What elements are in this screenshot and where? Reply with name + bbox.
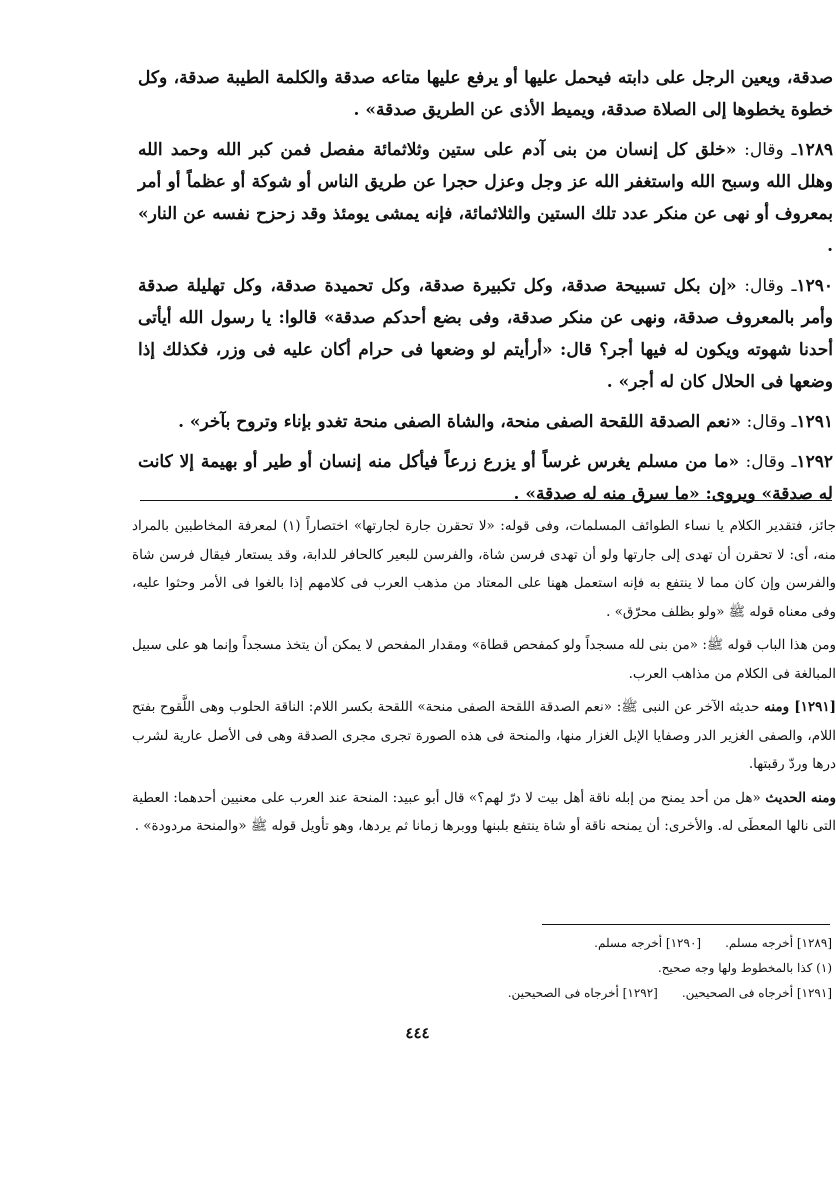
commentary-paragraph	[132, 631, 836, 688]
footnote-line	[340, 981, 832, 1006]
hadith-number: ١٢٩٠	[796, 276, 833, 296]
footnote-line	[340, 956, 832, 981]
hadith-1290	[138, 270, 833, 398]
commentary-text: حديثه الآخر عن النبى ﷺ: «نعم الصدقة اللقحة الصفى منحة» اللقحة بكسر اللام: الناقة الحلوب وهى اللَّقوح بفتح اللام، والصفى الغزير الدر وصفايا الإبل الغزار منها، والمنحة فى هذه الصورة تجرى مجرى الصدقة وهى فى الأصل عارية لشرب درها وردّ رقبتها.	[132, 699, 836, 772]
commentary-text: «هل من أحد يمنح من إبله ناقة أهل بيت لا درّ لهم؟» قال أبو عبيد: المنحة عند العرب على معنيين أحدهما: العطية التى نالها المعطَى له. والأخرى: أن يمنحه ناقة أو شاة ينتفع بلبنها ووبرها زمانا ثم يردها، وهو تأويل قوله ﷺ «والمنحة مردودة» .	[132, 789, 836, 834]
hadith-body	[138, 62, 833, 518]
footnote-divider	[542, 924, 830, 925]
commentary-lead: ومنه الحديث	[765, 789, 836, 806]
footnote-entry: [١٢٨٩] أخرجه مسلم.	[725, 936, 832, 950]
commentary-text: ومن هذا الباب قوله ﷺ: «من بنى لله مسجداً ولو كمفحص قطاة» ومقدار المفحص لا يمكن أن يتخذ مسجداً وإنما هو على سبيل المبالغة فى الكلام من مذاهب العرب.	[132, 637, 836, 682]
hadith-number: ١٢٩٢	[796, 452, 833, 472]
footnotes	[340, 931, 832, 1006]
hadith-text: «ما من مسلم يغرس غرساً أو يزرع زرعاً فيأكل منه إنسان أو طير أو بهيمة إلا كانت له صدقة» ويروى: «ما سرق منه له صدقة» .	[138, 452, 833, 504]
footnote-entry: (١) كذا بالمخطوط ولها وجه صحيح.	[657, 961, 832, 975]
hadith-1289	[138, 134, 833, 262]
hadith-continuation	[138, 62, 833, 126]
footnote-line	[340, 931, 832, 956]
section-divider	[140, 500, 832, 501]
commentary-section	[132, 512, 836, 846]
commentary-text: جائز، فتقدير الكلام يا نساء الطوائف المسلمات، وفى قوله: «لا تحقرن جارة لجارتها» اختصاراً (١) لمعرفة المخاطبين بالمراد منه، أى: لا تحقرن أن تهدى إلى جارتها ولو أن تهدى فرسن شاة، والفرسن للبعير كالحافر للدابة، وقد يستعار فيقال فرسن شاة والفرسن وإن كان مما لا ينتفع به فإنه استعمل ههنا على المعتاد من مذهب العرب فى كلامهم إذا بالغوا فى الأمر وحثوا عليه، وفى معناه قوله ﷺ «ولو بظلف محرّق» .	[132, 518, 836, 620]
hadith-intro: ـ وقال:	[741, 412, 797, 432]
hadith-number: ١٢٨٩	[796, 140, 833, 160]
hadith-intro: ـ وقال:	[736, 276, 797, 296]
hadith-intro: ـ وقال:	[736, 140, 797, 160]
footnote-entry: [١٢٩١] أخرجاه فى الصحيحين.	[681, 986, 832, 1000]
footnote-entry: [١٢٩٠] أخرجه مسلم.	[594, 936, 702, 950]
hadith-1291	[138, 406, 833, 438]
hadith-text: صدقة، ويعين الرجل على دابته فيحمل عليها أو يرفع عليها متاعه صدقة والكلمة الطيبة صدقة، وكل خطوة يخطوها إلى الصلاة صدقة، ويميط الأذى عن الطريق صدقة» .	[138, 68, 833, 120]
commentary-paragraph	[132, 512, 836, 626]
commentary-paragraph	[132, 784, 836, 841]
hadith-number: ١٢٩١	[796, 412, 833, 432]
hadith-intro: ـ وقال:	[739, 452, 797, 472]
commentary-lead: [١٢٩١] ومنه	[764, 699, 836, 715]
hadith-text: «خلق كل إنسان من بنى آدم على ستين وثلاثمائة مفصل فمن كبر الله وحمد الله وهلل الله وسبح الله واستغفر الله عز وجل وعزل حجرا عن طريق الناس أو شوكة أو عظماً أو أمر بمعروف أو نهى عن منكر عدد تلك الستين والثلاثمائة، فإنه يمشى يومئذ وقد زحزح نفسه عن النار» .	[138, 140, 833, 256]
page-number: ٤٤٤	[405, 1024, 430, 1042]
footnote-entry: [١٢٩٢] أخرجاه فى الصحيحين.	[507, 986, 658, 1000]
commentary-paragraph	[132, 693, 836, 779]
hadith-text: «إن بكل تسبيحة صدقة، وكل تكبيرة صدقة، وكل تحميدة صدقة، وكل تهليلة صدقة وأمر بالمعروف صدقة، ونهى عن منكر صدقة، وفى بضع أحدكم صدقة» قالوا: يا رسول الله أيأتى أحدنا شهوته ويكون له فيها أجر؟ قال: «أرأيتم لو وضعها فى حرام أكان عليه فى وزر، فكذلك إذا وضعها فى الحلال كان له أجر» .	[138, 276, 833, 392]
hadith-text: «نعم الصدقة اللقحة الصفى منحة، والشاة الصفى منحة تغدو بإناء وتروح بآخر» .	[178, 412, 742, 432]
